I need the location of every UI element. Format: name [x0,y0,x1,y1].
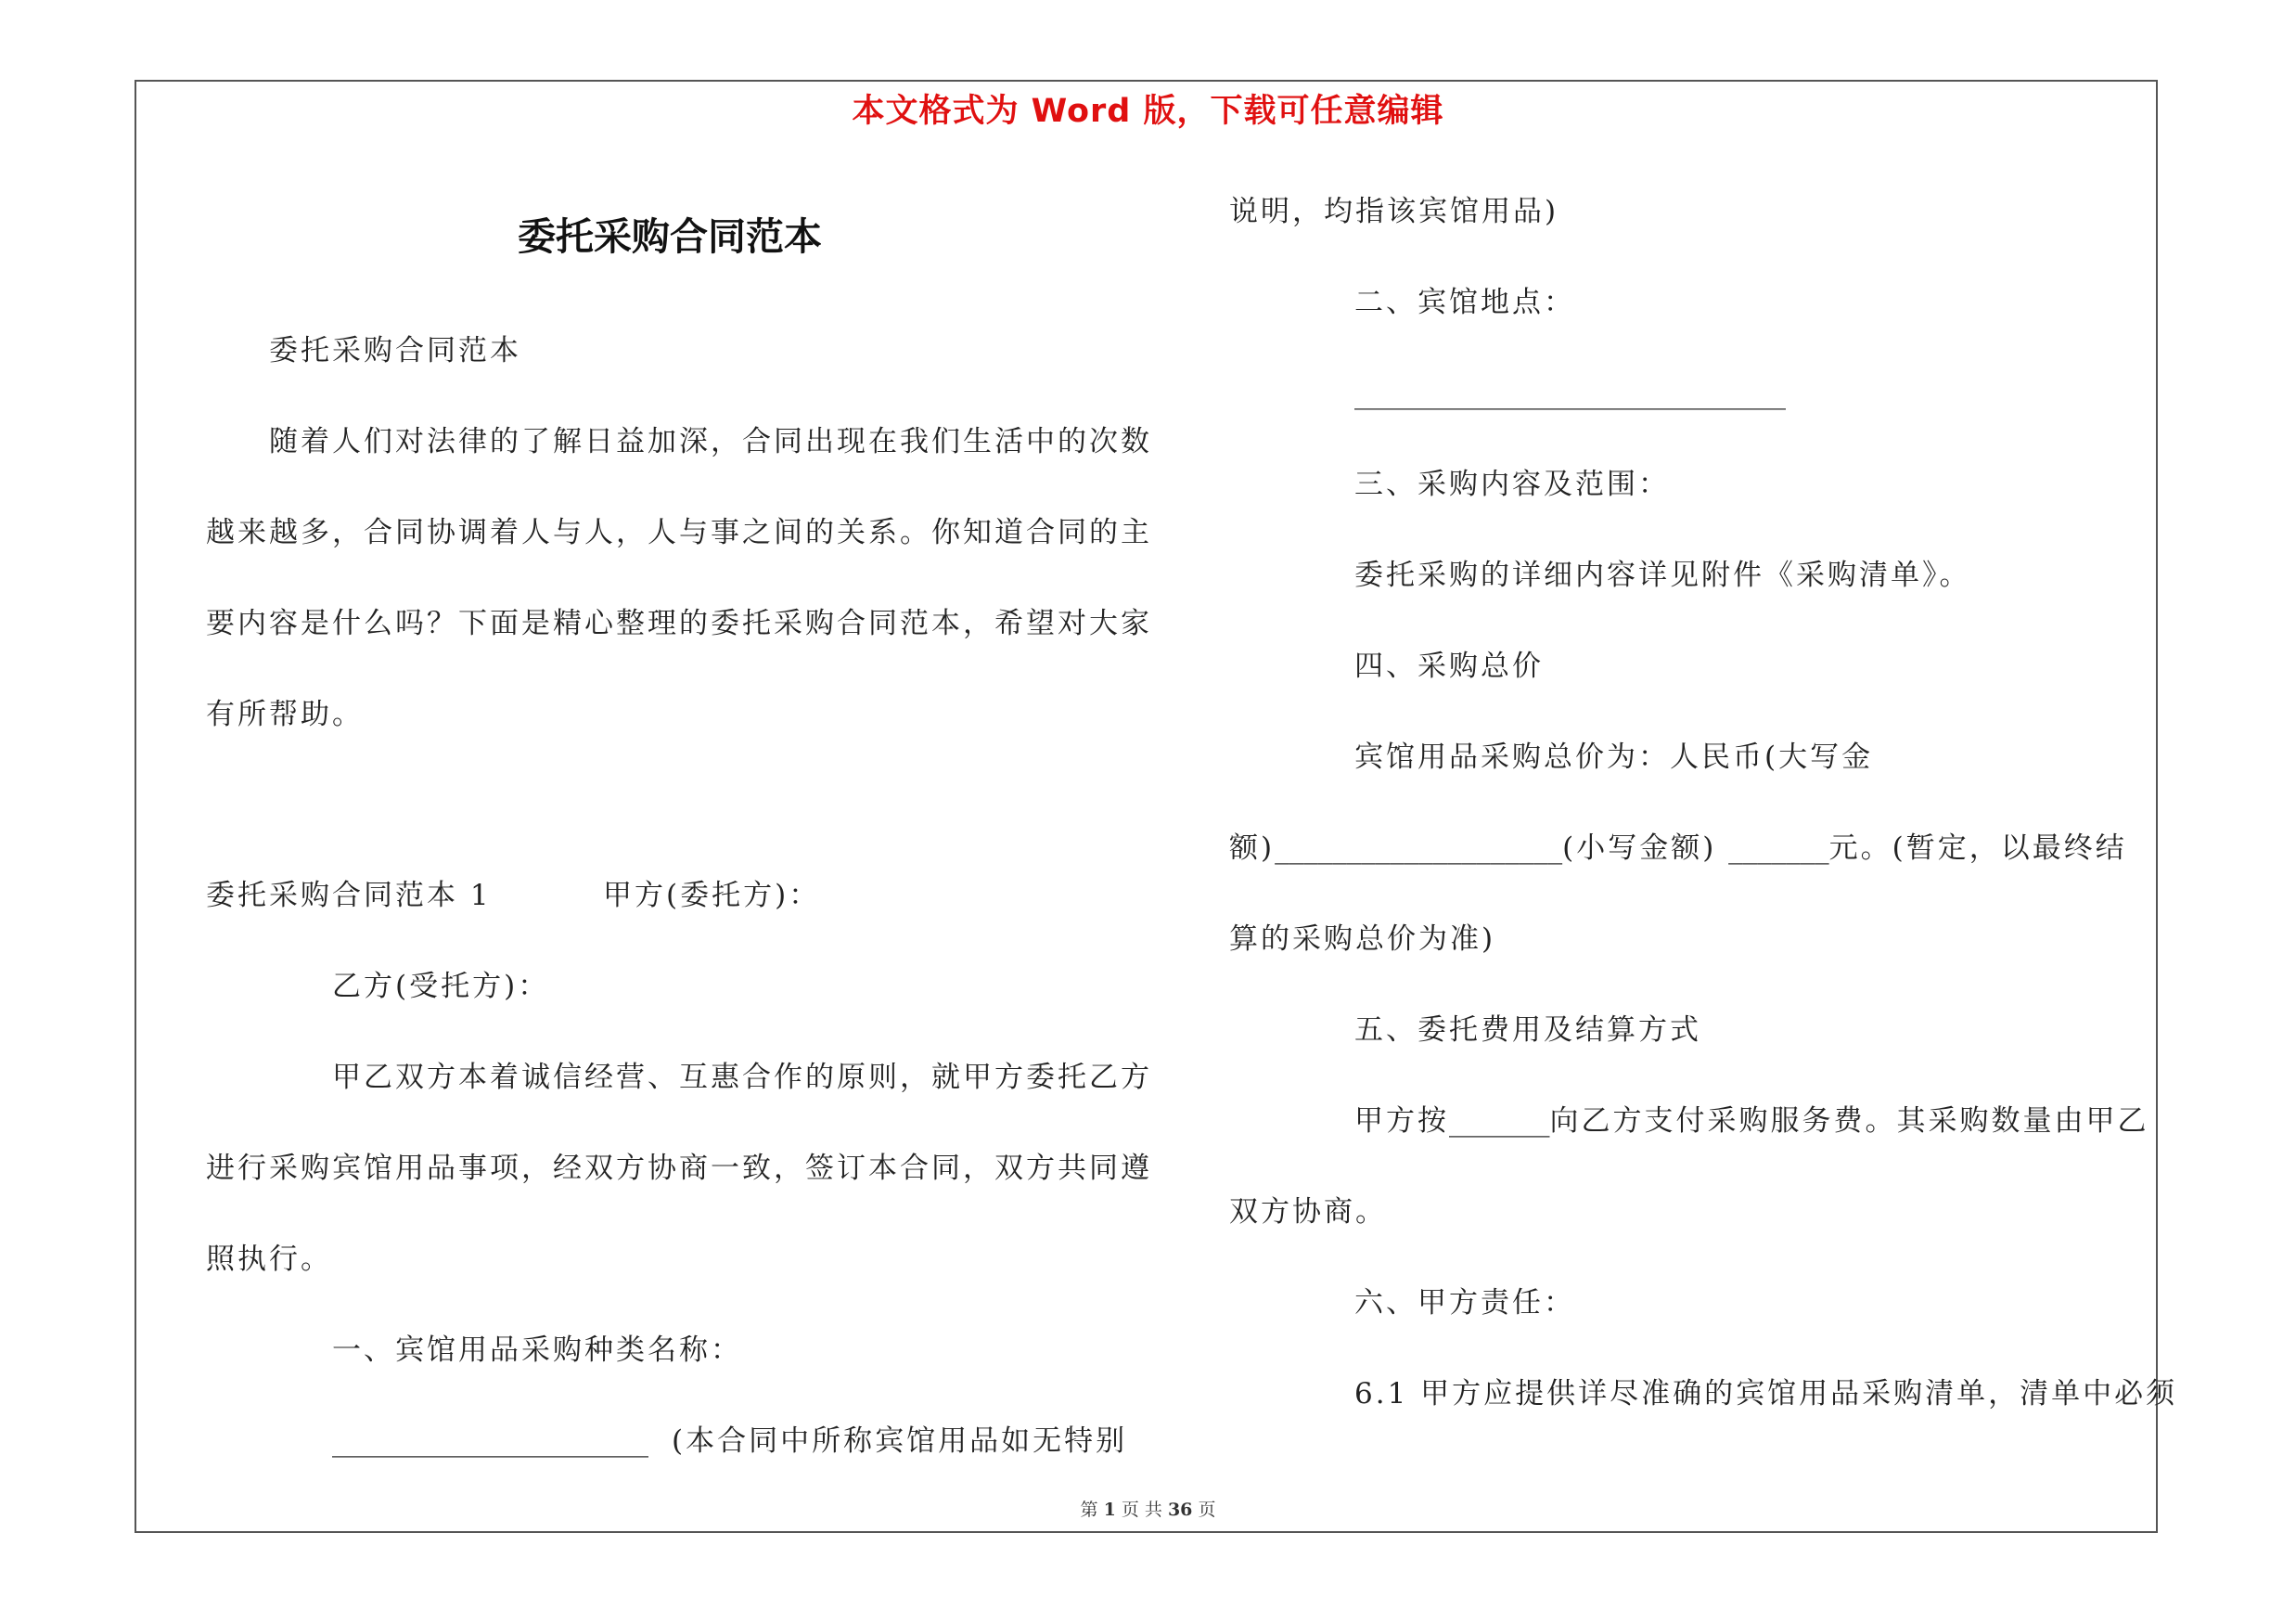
section-1-heading: 一、宾馆用品采购种类名称： [332,1333,742,1367]
subtitle: 委托采购合同范本 [269,334,521,367]
footer-suffix: 页 [1198,1500,1216,1520]
intro-line-1: 随着人们对法律的了解日益加深，合同出现在我们生活中的次数 [269,425,1152,458]
section-5-text-1b: 向乙方支付采购服务费。其采购数量由甲乙 [1549,1104,2149,1138]
footer-middle: 页 共 [1121,1500,1162,1520]
section-4-text-line-2 [1229,830,2127,867]
paragraph-line-3: 照执行。 [206,1243,332,1276]
intro-line-3: 要内容是什么吗？下面是精心整理的委托采购合同范本，希望对大家 [206,607,1152,640]
sample-label: 委托采购合同范本 1 [206,879,492,912]
section-5-text-line-2: 双方协商。 [1229,1195,1387,1229]
paragraph-line-1: 甲乙双方本着诚信经营、互惠合作的原则，就甲方委托乙方 [332,1061,1152,1094]
section-5-text-line-1 [1354,1102,2149,1140]
section-4-text-2b: (小写金额) [1562,831,1717,865]
section-5-text-1a: 甲方按 [1354,1104,1449,1138]
section-4-blank-2: _______ [1728,831,1829,865]
section-2-heading: 二、宾馆地点： [1354,286,1575,319]
section-3-text: 委托采购的详细内容详见附件《采购清单》。 [1354,559,1971,592]
section-4-heading: 四、采购总价 [1354,650,1544,683]
party-b: 乙方(受托方)： [332,970,550,1003]
section-4-text-2c: 元。(暂定，以最终结 [1828,831,2127,865]
current-page-number: 1 [1103,1500,1116,1520]
section-2-blank: ______________________________ [1354,377,1786,410]
footer-prefix: 第 [1080,1500,1098,1520]
section-4-text-line-1: 宾馆用品采购总价为：人民币(大写金 [1354,741,1874,774]
page-frame [135,80,2158,1533]
section-6-text-line-1: 6.1 甲方应提供详尽准确的宾馆用品采购清单，清单中必须 [1354,1377,2178,1410]
section-5-heading: 五、委托费用及结算方式 [1354,1013,1701,1047]
section-1-note: (本合同中所称宾馆用品如无特别 [672,1424,1128,1458]
section-6-heading: 六、甲方责任： [1354,1286,1575,1320]
section-1-blank: ______________________ [332,1424,648,1458]
section-1-continuation: 说明，均指该宾馆用品) [1229,195,1559,228]
total-pages: 36 [1167,1500,1193,1520]
intro-line-4: 有所帮助。 [206,698,364,731]
section-5-blank: _______ [1449,1104,1550,1138]
party-a: 甲方(委托方)： [603,879,821,912]
document-title: 委托采购合同范本 [518,214,822,259]
paragraph-line-2: 进行采购宾馆用品事项，经双方协商一致，签订本合同，双方共同遵 [206,1152,1152,1185]
section-3-heading: 三、采购内容及范围： [1354,468,1670,501]
section-4-text-2a: 额) [1229,831,1276,865]
word-format-banner: 本文格式为 Word 版，下载可任意编辑 [852,93,1444,130]
section-4-blank-1: ____________________ [1275,831,1563,865]
intro-line-2: 越来越多，合同协调着人与人，人与事之间的关系。你知道合同的主 [206,516,1152,549]
page-footer [0,1496,2296,1521]
section-4-text-line-3: 算的采购总价为准) [1229,922,1496,956]
